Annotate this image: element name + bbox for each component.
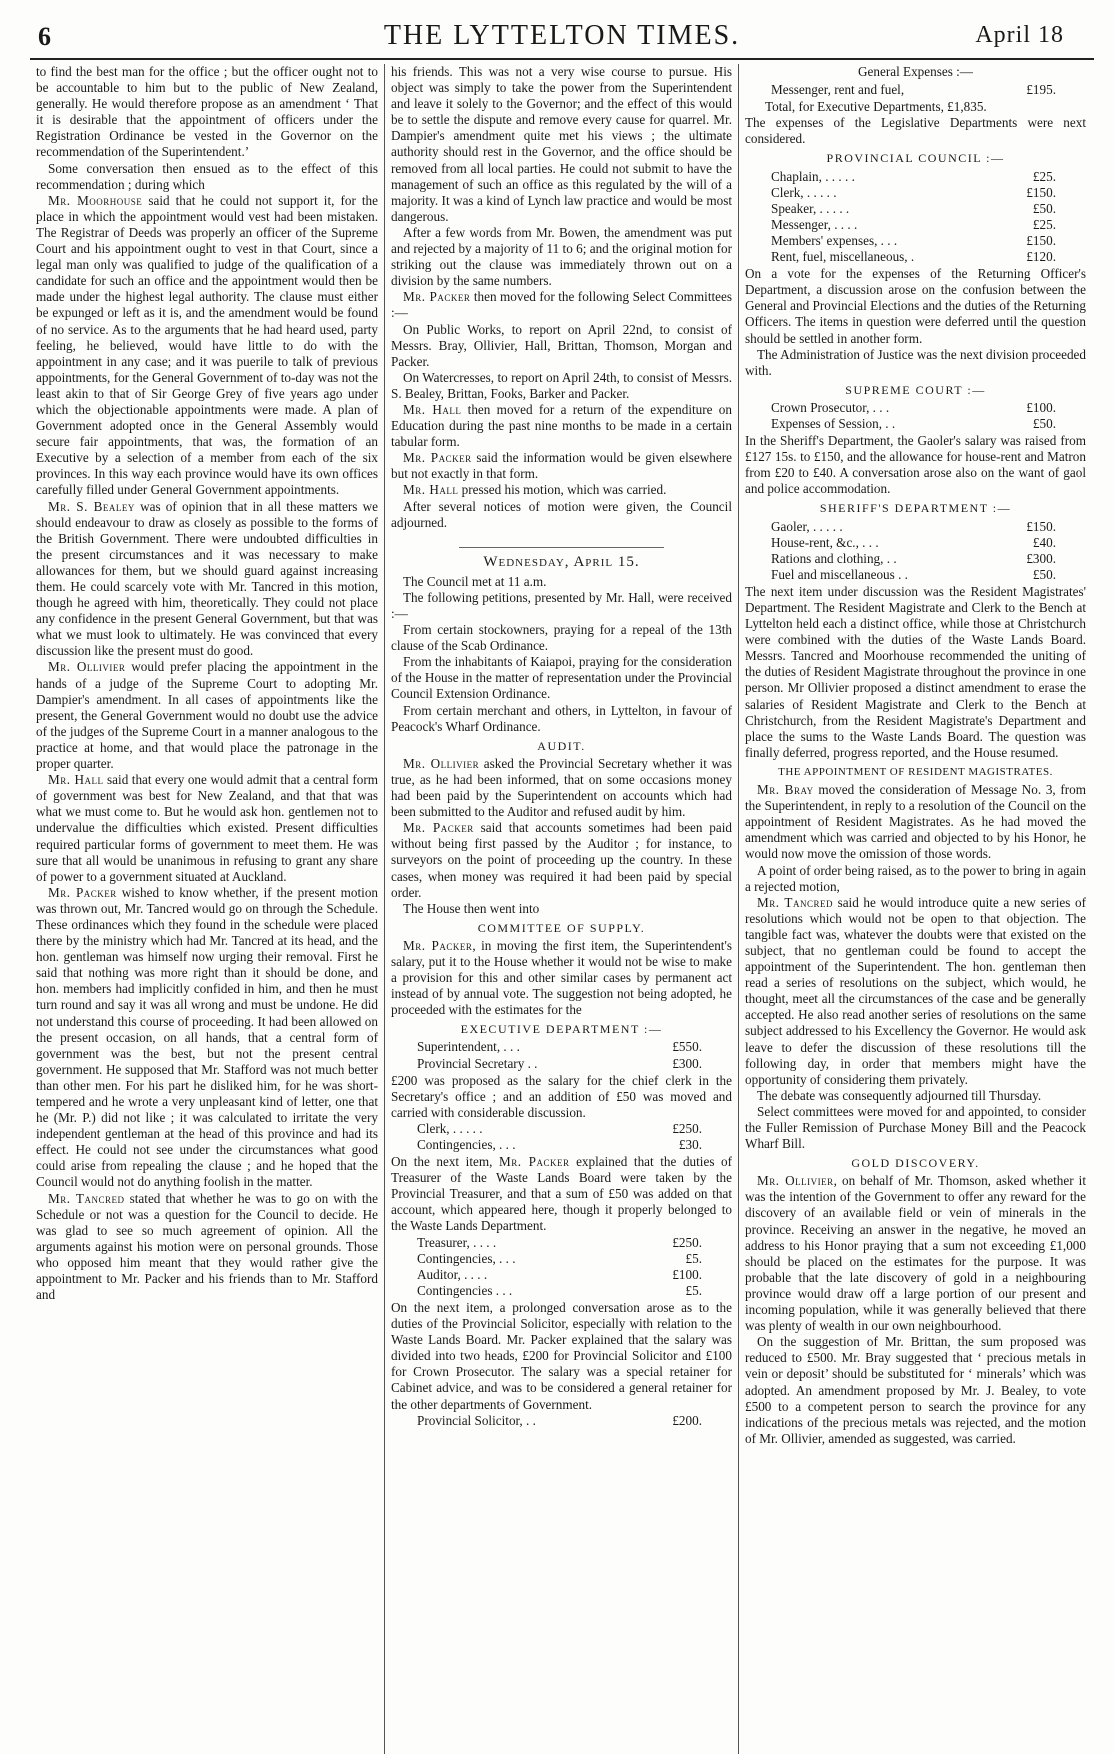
paragraph-text: said he would introduce quite a new series of resolutions which would not be open to that objection. The tangible fact was, whatever the doubts were that existed on the subject, that no gentleman could be found to accept the appointment of the Superintendent. The hon. gentleman then read a series of resolutions on the subject, which would, he thought, meet all the circumstances of the case and be generally accepted. He also read another series of resolutions on the same subject addressed to his Excellency the Governor. He would ask leave to defer the discussion of these resolutions till the following day, in order that members might have the opportunity of considering them privately. (745, 894, 1087, 1087)
estimate-list (417, 1121, 732, 1153)
speaker-name: Mr. Ollivier (403, 755, 480, 771)
paragraph (745, 895, 1086, 1088)
estimate-label: Contingencies, . . . (417, 1137, 516, 1152)
estimate-amount: £5. (685, 1250, 702, 1266)
newspaper-title: THE LYTTELTON TIMES. (383, 20, 741, 51)
column-2 (384, 64, 738, 1754)
estimate-label: Gaoler, . . . . . (771, 518, 843, 534)
paragraph: his friends. This was not a very wise course to pursue. His object was simply to take the power from the Superintendent and leave it solely to the Governor; and the effect of this would be to settle the dispute and remove every cause for quarrel. Mr. Dampier's amendment quite met his views ; the ultimate authority should rest in the Governor, and the office should be removed from all local parties. He could not submit to have the management of such an office as this regulated by the will of a majority. It was a kind of Lynch law practice and would be most dangerous. (391, 64, 732, 224)
paragraph: On Watercresses, to report on April 24th, to consist of Messrs. S. Bealey, Brittan, Fooks, Barker and Packer. (391, 369, 732, 401)
paragraph: The Administration of Justice was the next division proceeded with. (745, 346, 1086, 378)
estimate-item (417, 1039, 732, 1055)
estimate-item (771, 400, 1086, 416)
speaker-name: Mr. S. Bealey (48, 498, 135, 514)
estimate-item (771, 217, 1086, 233)
estimate-label: Auditor, . . . . (417, 1266, 488, 1282)
paragraph (36, 659, 378, 772)
paragraph-text: said the information would be given elsewhere but not exactly in that form. (391, 450, 732, 482)
estimate-item (771, 567, 1086, 583)
estimate-item (417, 1137, 732, 1153)
estimate-item (771, 233, 1086, 249)
estimate-amount: £120. (1026, 249, 1056, 265)
estimate-label: Clerk, . . . . . (771, 184, 837, 200)
section-heading: COMMITTEE OF SUPPLY. (477, 920, 646, 935)
estimate-label: Crown Prosecutor, . . . (771, 399, 890, 415)
speaker-name: Mr. Ollivier (757, 1173, 834, 1189)
speaker-name: Mr. Hall (403, 482, 459, 498)
paragraph (391, 938, 732, 1018)
paragraph (745, 1173, 1086, 1334)
estimate-amount: £50. (1032, 415, 1056, 431)
paragraph: After a few words from Mr. Bowen, the amendment was put and rejected by a majority of 11 to 6; and the original motion for striking out the clause was immediately thrown out on a division by the same numbers. (391, 224, 732, 289)
paragraph-text: On the next item, (391, 1154, 493, 1170)
paragraph (391, 289, 732, 321)
paragraph (391, 1154, 732, 1234)
paragraph-text: stated that whether he was to go on with the Schedule or not was a question for the Council to decide. He was glad to see so much agreement of opinion. All the arguments against his motion were on personal grounds. Those who opposed him meant that they would rather give the appointment to Mr. Packer and his friends than to Mr. Stafford and (36, 1190, 378, 1303)
speaker-name: Mr. Packer (48, 884, 117, 900)
estimate-item (771, 201, 1086, 217)
estimate-amount: £150. (1026, 184, 1056, 200)
section-heading: THE APPOINTMENT OF RESIDENT MAGISTRATES. (778, 765, 1053, 778)
paragraph-text: explained that the duties of Treasurer of the Waste Lands Board were taken by the Provincial Treasurer, and that a sum of £50 was added on that account, which appeared here, though it properly belonged to the Waste Lands Department. (391, 1154, 733, 1234)
estimate-label: Rent, fuel, miscellaneous, . (771, 249, 915, 265)
paragraph (36, 772, 378, 885)
estimate-amount: £25. (1032, 216, 1056, 232)
paragraph: After several notices of motion were given, the Council adjourned. (391, 498, 732, 530)
paragraph (36, 885, 378, 1191)
estimate-item (771, 551, 1086, 567)
paragraph: From certain stockowners, praying for a repeal of the 13th clause of the Scab Ordinance. (391, 622, 732, 654)
estimate-amount: £100. (1026, 399, 1056, 415)
estimate-list (417, 1413, 732, 1429)
estimate-label: Contingencies, . . . (417, 1250, 516, 1266)
paragraph-text: said that he could not support it, for the place in which the appointment would vest had been mistaken. The Registrar of Deeds was properly an officer of the Supreme Court and his appointment ought to vest in that Court, since a legal man only was qualified to judge of the qualification of a candidate for such an office and the appointment would then be made under the highest legal authority. The clause must either be expunged or left as it is, and the amendment would be found of no service. As to the arguments that he had heard used, party feeling, he believed, would have little to do with the appointment in any case; and it was puerile to talk of previous appointments, for the General Government of to-day was not the least akin to that of Sir George Grey of five years ago under which the objectionable appointments were made. A plan of Government adopted once in the General Assembly would secure fair appointments, that was, the formation of an Executive by a selection of a member from each of the six provinces. In this way each province would have its own offices carefully filled under General Government appointments. (36, 192, 378, 498)
estimate-label: Rations and clothing, . . (771, 550, 897, 566)
paragraph: to find the best man for the office ; but the officer ought not to be accountable to him but to the public of New Zealand, generally. He would therefore propose as an amendment ‘ That it is desirable that the appointment of officers under the Registration Ordinance be vested in the Governor on the recommendation of the Superintendent.’ (36, 64, 378, 160)
estimate-amount: £195. (1026, 82, 1056, 98)
estimate-item (417, 1413, 732, 1429)
estimate-amount: £5. (685, 1282, 702, 1298)
paragraph-text: then moved for the following Select Committees :— (391, 289, 732, 321)
paragraph (391, 482, 732, 498)
paragraph: The expenses of the Legislative Departments were next considered. (745, 115, 1086, 147)
section-heading: SHERIFF'S DEPARTMENT :— (819, 501, 1012, 516)
paragraph-text: , in moving the first item, the Superintendent's salary, put it to the House whether it would not be wise to make a provision for this and other similar cases by permanent act instead of by annual vote. The suggestion not being adopted, he proceeded with the estimates for the (391, 937, 732, 1018)
estimate-item (771, 416, 1086, 432)
section-heading: AUDIT. (537, 738, 586, 753)
paragraph: The Council met at 11 a.m. (403, 573, 547, 589)
paragraph (36, 499, 378, 660)
speaker-name: Mr. Ollivier (48, 659, 126, 675)
section-heading: SUPREME COURT :— (845, 382, 986, 397)
paragraph-text: then moved for a return of the expenditure on Education during the past nine months to be made in a certain tabular form. (391, 401, 732, 450)
estimate-item (771, 535, 1086, 551)
paragraph: The House then went into (403, 900, 540, 916)
speaker-name: Mr. Packer (403, 820, 474, 836)
estimate-amount: £30. (678, 1137, 702, 1152)
estimate-label: Messenger, rent and fuel, (771, 82, 905, 98)
estimate-item (417, 1283, 732, 1299)
paragraph (391, 756, 732, 820)
paragraph-text: , on behalf of Mr. Thomson, asked whether it was the intention of the Government to offer any reward for the discovery of an available field or vein of minerals in the province. Receiving an answer in the negative, he moved an address to his Honor praying that a sum not exceeding £1,000 should be placed on the estimates for the purpose. It was probable that the late discovery of gold in a neighbouring province would draw off a large portion of our present and incoming population, while it was generally believed that there was plenty of wealth in our own neighbourhood. (745, 1173, 1087, 1334)
paragraph: Select committees were moved for and appointed, to consider the Fuller Remission of Purchase Money Bill and the Peacock Wharf Bill. (745, 1103, 1086, 1152)
estimate-list (771, 82, 1086, 98)
paragraph: Some conversation then ensued as to the effect of this recommendation ; during which (36, 160, 378, 192)
estimate-item (417, 1121, 732, 1137)
speaker-name: Mr. Packer (403, 937, 473, 953)
paragraph: A point of order being raised, as to the power to bring in again a rejected motion, (745, 862, 1086, 894)
estimate-item (771, 519, 1086, 535)
paragraph: In the Sheriff's Department, the Gaoler's salary was raised from £127 15s. to £150, and the allowance for house-rent and Matron from £20 to £40. A conversation arose also on the want of gaol and police accommodation. (745, 433, 1086, 497)
speaker-name: Mr. Packer (499, 1154, 570, 1170)
paragraph-text: moved the consideration of Message No. 3, from the Superintendent, in reply to a resolution of the Council on the appointment of Resident Magistrates. As he had moved the amendment which was carried and objected to by his Honor, he would now move the omission of those words. (745, 782, 1086, 862)
estimate-label: House-rent, &c., . . . (771, 534, 879, 550)
estimate-amount: £150. (1026, 518, 1056, 534)
section-heading: General Expenses :— (858, 64, 973, 79)
paragraph-text: wished to know whether, if the present motion was thrown out, Mr. Tancred would go on through the Schedule. These ordinances which they found in the schedule were placed there by the ministry which had Mr. Tancred at its head, and the hon. gentleman was himself now urging their removal. First he said that nothing was more right than it should be done, and hon. members had implicitly confided in him, and then he must turn round and say it was all wrong and must be undone. He did not understand this course of proceeding. It had been allowed on the present occasion, on all hands, that a central form of government was the best, but not the present central government. He supposed that Mr. Stafford was not much better than other men. For his part he disliked him, for he was short-tempered and he wrote a very unpleasant kind of letter, one that he (Mr. P.) did not like ; it was calculated to irritate the very independent gentleman at the head of this province and had its effect. He could not see under the circumstances what good could arise from repealing the clause ; and he hoped that the Council would not do anything foolish in the matter. (36, 884, 379, 1190)
estimate-label: Chaplain, . . . . . (771, 168, 855, 184)
speaker-name: Mr. Hall (403, 401, 462, 417)
estimate-label: Provincial Secretary . . (417, 1055, 538, 1071)
estimate-amount: £200. (672, 1412, 702, 1428)
estimate-amount: £100. (672, 1266, 702, 1282)
total-line: Total, for Executive Departments, £1,835. (765, 99, 987, 115)
estimate-item (771, 249, 1086, 265)
paragraph: On the next item, a prolonged conversation arose as to the duties of the Provincial Solicitor, especially with relation to the Waste Lands Board. Mr. Packer explained that the salary was divided into two heads, £200 for Provincial Solicitor and £100 for Crown Prosecutor. The salary was a special retainer for Cabinet advice, and was to be considered a general retainer for the other departments of Government. (391, 1299, 732, 1412)
estimate-item (771, 185, 1086, 201)
estimate-item (417, 1056, 732, 1072)
paragraph-text: asked the Provincial Secretary whether it was true, as he had been informed, that on some occasions money had been paid by the Superintendent on accounts which had been submitted to the Auditor and refused audit by him. (391, 755, 732, 820)
estimate-item (417, 1235, 732, 1251)
speaker-name: Mr. Packer (403, 450, 472, 466)
estimate-label: Expenses of Session, . . (771, 415, 896, 431)
estimate-label: Superintendent, . . . (417, 1039, 520, 1055)
paragraph: The debate was consequently adjourned till Thursday. (757, 1087, 1042, 1103)
estimate-amount: £150. (1026, 232, 1056, 248)
estimate-label: Provincial Solicitor, . . (417, 1412, 536, 1428)
column-1 (30, 64, 384, 1754)
paragraph: On a vote for the expenses of the Returning Officer's Department, a discussion arose on the confusion between the General and Provincial Elections and the duties of the Returning Officers. The items in question were deferred until the question should be settled in another form. (745, 266, 1086, 346)
column-3 (738, 64, 1092, 1754)
paragraph: £200 was proposed as the salary for the chief clerk in the Secretary's office ; and an addition of £50 was moved and carried with considerable discussion. (391, 1072, 732, 1120)
paragraph-text: was of opinion that in all these matters we should endeavour to draw as closely as possible to the forms of the British Government. There were undoubted difficulties in the present circumstances and it was necessary to make allowances for them, but we should guard against increasing them. He could scarcely vote with Mr. Tancred in this motion, though he agreed with him, theoretically. They could not place any confidence in the present General Government, but that was what we must look to ultimately. He was convinced that every discussion like the present must do good. (36, 498, 379, 659)
estimate-label: Contingencies . . . (417, 1282, 513, 1298)
estimate-amount: £50. (1032, 200, 1056, 216)
section-heading: PROVINCIAL COUNCIL :— (826, 151, 1005, 166)
paragraph: The following petitions, presented by Mr. Hall, were received :— (391, 589, 732, 621)
page-number: 6 (38, 22, 51, 51)
speaker-name: Mr. Tancred (757, 894, 833, 910)
paragraph (391, 402, 732, 450)
paragraph-text: said that every one would admit that a central form of government was best for New Zealand, and that that was what we must come to. But he would ask hon. gentlemen not to undervalue the difficulties which existed. Present difficulties required particular forms of government to meet them. He was sure that all would be unanimous in refusing to grant any share of power to a government situated at Auckland. (36, 772, 379, 884)
estimate-label: Speaker, . . . . . (771, 200, 850, 216)
estimate-label: Clerk, . . . . . (417, 1120, 483, 1136)
paragraph: From certain merchant and others, in Lyttelton, in favour of Peacock's Wharf Ordinance. (391, 702, 732, 734)
estimate-label: Messenger, . . . . (771, 216, 858, 232)
section-heading: GOLD DISCOVERY. (851, 1156, 980, 1171)
paragraph (36, 1191, 378, 1304)
estimate-list (771, 169, 1086, 266)
estimate-label: Fuel and miscellaneous . . (771, 566, 908, 582)
issue-date: April 18 (975, 22, 1064, 48)
day-heading: Wednesday, April 15. (483, 553, 640, 570)
speaker-name: Mr. Packer (403, 289, 471, 305)
paragraph: The next item under discussion was the Resident Magistrates' Department. The Resident Magistrate and Clerk to the Bench at Lyttelton held each a distinct office, while those at Christchurch were combined with the duties of the Waste Lands Board. Messrs. Tancred and Moorhouse recommended the uniting of the duties of Resident Magistrate throughout the province in one person. Mr Ollivier proposed a distinct amendment to erase the salaries of Resident Magistrate and Clerk to the Bench at Christchurch, from the Resident Magistrate's Department and place the sums to the Waste Lands Board. The question was finally deferred, progress reported, and the House resumed. (745, 583, 1086, 760)
estimate-item (417, 1267, 732, 1283)
estimate-list (771, 519, 1086, 583)
paragraph: From the inhabitants of Kaiapoi, praying for the consideration of the House in the matter of representation under the Provincial Council Extension Ordinance. (391, 654, 732, 702)
speaker-name: Mr. Hall (48, 772, 104, 788)
estimate-label: Members' expenses, . . . (771, 232, 898, 248)
estimate-list (417, 1039, 732, 1071)
paragraph (391, 450, 732, 482)
speaker-name: Mr. Moorhouse (48, 192, 143, 208)
estimate-item (417, 1251, 732, 1267)
estimate-amount: £300. (672, 1055, 702, 1071)
speaker-name: Mr. Tancred (48, 1190, 125, 1206)
estimate-amount: £40. (1032, 534, 1056, 550)
paragraph (36, 193, 378, 499)
estimate-amount: £250. (672, 1120, 702, 1136)
paragraph (391, 820, 732, 900)
section-heading: EXECUTIVE DEPARTMENT :— (460, 1022, 663, 1037)
paragraph: On Public Works, to report on April 22nd, to consist of Messrs. Bray, Ollivier, Hall, Brittan, Thomson, Morgan and Packer. (391, 321, 732, 369)
paragraph-text: pressed his motion, which was carried. (461, 482, 667, 498)
estimate-amount: £50. (1032, 566, 1056, 582)
estimate-amount: £550. (672, 1039, 702, 1055)
estimate-amount: £25. (1032, 168, 1056, 184)
estimate-item (771, 169, 1086, 185)
speaker-name: Mr. Bray (757, 782, 814, 798)
estimate-list (771, 400, 1086, 432)
paragraph-text: would prefer placing the appointment in the hands of a judge of the Supreme Court to adopting Mr. Dampier's amendment. In all cases of appointments like the present, the General Government would no doubt use the advice of the judges of the Supreme Court in a manner analogous to the practice at home, and that would place the patronage in the proper quarter. (36, 659, 378, 772)
paragraph: On the suggestion of Mr. Brittan, the sum proposed was reduced to £500. Mr. Bray suggested that ‘ precious metals in vein or deposit’ should be substituted for ‘ minerals’ which was adopted. An amendment proposed by Mr. J. Bealey, to vote £500 to a competent person to search the province for any indications of the precious metals was rejected, and the motion of Mr. Ollivier, amended as suggested, was carried. (745, 1334, 1086, 1446)
columns (30, 64, 1094, 1754)
estimate-label: Treasurer, . . . . (417, 1234, 497, 1250)
estimate-amount: £250. (672, 1234, 702, 1250)
estimate-list (417, 1235, 732, 1299)
estimate-amount: £300. (1026, 550, 1056, 566)
paragraph (745, 782, 1086, 862)
paragraph-text: said that accounts sometimes had been paid without being first passed by the Auditor ; for instance, to surveyors on the point of proceeding up the country. In these cases, when money was required it had been paid by special order. (391, 820, 733, 900)
section-divider (459, 547, 664, 548)
masthead (30, 14, 1094, 60)
estimate-item (771, 82, 1086, 98)
